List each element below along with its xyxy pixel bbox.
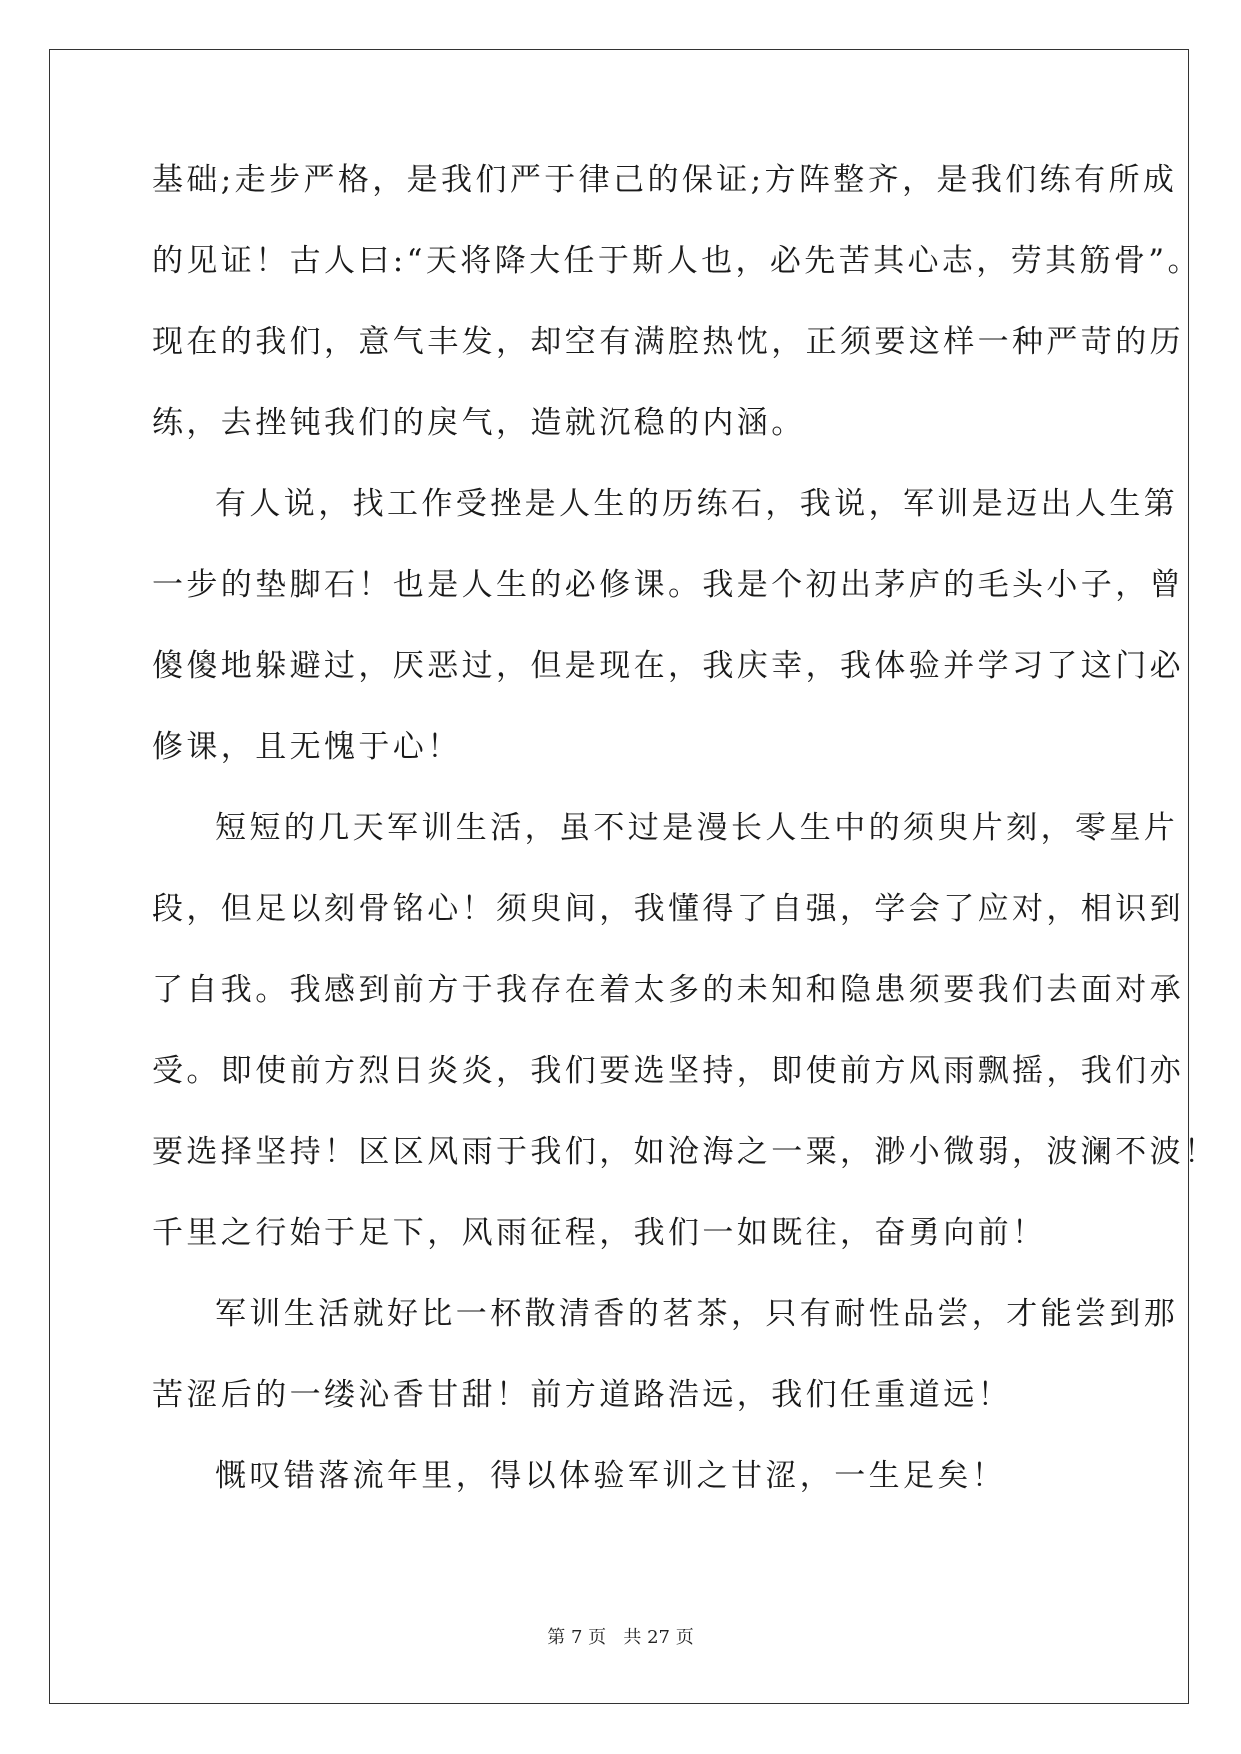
page-number: 第 7 页 (547, 1627, 607, 1648)
text-line: 傻傻地躲避过，厌恶过，但是现在，我庆幸，我体验并学习了这门必 (152, 648, 1184, 684)
text-line: 的见证！古人曰:“天将降大任于斯人也，必先苦其心志，劳其筋骨”。 (152, 243, 1202, 279)
text-line: 段，但足以刻骨铭心！须臾间，我懂得了自强，学会了应对，相识到 (152, 891, 1184, 927)
text-line: 军训生活就好比一杯散清香的茗茶，只有耐性品尝，才能尝到那 (215, 1296, 1179, 1332)
text-line: 一步的垫脚石！也是人生的必修课。我是个初出茅庐的毛头小子，曾 (152, 567, 1184, 603)
text-line: 短短的几天军训生活，虽不过是漫长人生中的须臾片刻，零星片 (215, 810, 1179, 846)
page-total: 共 27 页 (623, 1627, 694, 1648)
page-footer (0, 1626, 1241, 1650)
text-line: 苦涩后的一缕沁香甘甜！前方道路浩远，我们任重道远！ (152, 1377, 1012, 1413)
text-line: 现在的我们，意气丰发，却空有满腔热忱，正须要这样一种严苛的历 (152, 324, 1184, 360)
text-line: 基础;走步严格，是我们严于律己的保证;方阵整齐，是我们练有所成 (152, 162, 1178, 198)
text-line: 要选择坚持！区区风雨于我们，如沧海之一粟，渺小微弱，波澜不波！ (152, 1134, 1219, 1170)
text-line: 修课，且无愧于心！ (152, 729, 462, 765)
text-line: 千里之行始于足下，风雨征程，我们一如既往，奋勇向前！ (152, 1215, 1047, 1251)
text-line: 受。即使前方烈日炎炎，我们要选坚持，即使前方风雨飘摇，我们亦 (152, 1053, 1184, 1089)
text-line: 有人说，找工作受挫是人生的历练石，我说，军训是迈出人生第 (215, 486, 1179, 522)
text-line: 慨叹错落流年里，得以体验军训之甘涩，一生足矣！ (215, 1458, 1007, 1494)
text-line: 了自我。我感到前方于我存在着太多的未知和隐患须要我们去面对承 (152, 972, 1184, 1008)
text-line: 练，去挫钝我们的戾气，造就沉稳的内涵。 (152, 405, 806, 441)
